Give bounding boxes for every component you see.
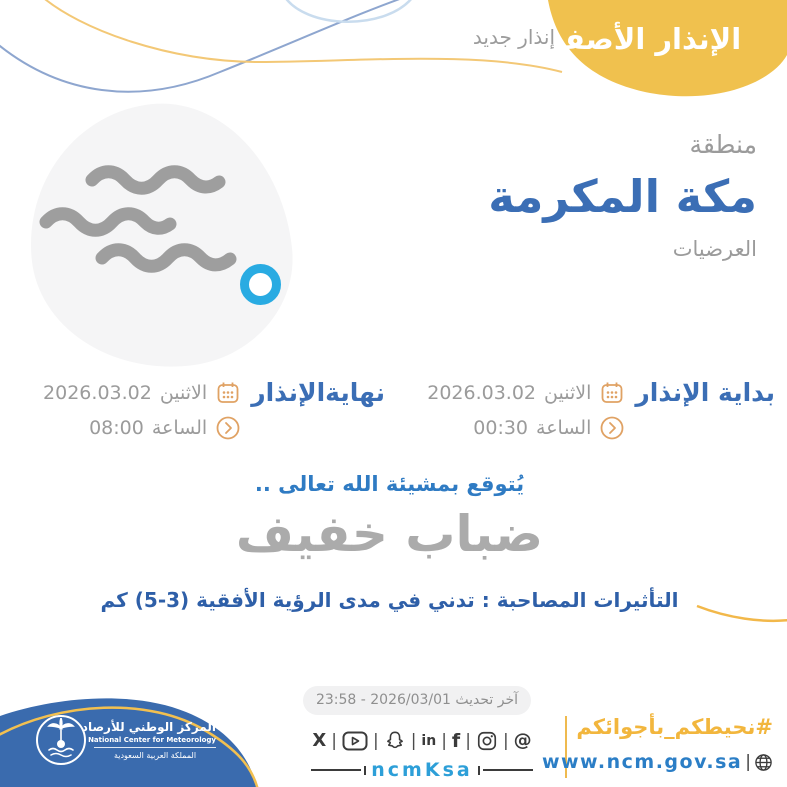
- alert-end-date: 2026.03.02: [43, 381, 152, 404]
- icon-separator: [411, 731, 417, 751]
- alert-start-label: بداية الإنذار: [635, 378, 775, 407]
- phenomenon-text: ضباب خفيف: [235, 505, 544, 563]
- ncm-title-english: National Center for Meteorology: [94, 736, 216, 748]
- alert-end-day: الاثنين: [159, 381, 208, 404]
- icon-separator: [331, 731, 337, 751]
- globe-icon: [754, 753, 773, 772]
- alert-start-date: 2026.03.02: [427, 381, 537, 404]
- icon-separator: [465, 731, 471, 751]
- alert-start-hour-label: الساعة: [536, 417, 592, 439]
- forecast-intro: يُتوقع بمشيئة الله تعالى ..: [254, 472, 525, 496]
- snapchat-icon[interactable]: [384, 730, 406, 752]
- region-label: منطقة: [689, 130, 757, 159]
- alert-start-day: الاثنين: [544, 381, 592, 404]
- handle-tick-right: [478, 766, 480, 775]
- alert-level-title: الإنذار الأصفر: [546, 22, 742, 56]
- ncm-logo: [28, 714, 216, 766]
- ncm-country-label: المملكة العربية السعودية: [113, 751, 197, 760]
- hashtag-text: #نحيطكم_بأجوائكم: [576, 715, 773, 739]
- ncm-title-arabic: المركز الوطني للأرصاد: [81, 720, 216, 734]
- alert-end-label: نهايةالإنذار: [251, 378, 385, 407]
- instagram-icon[interactable]: [476, 730, 498, 752]
- social-block: [290, 728, 554, 781]
- social-handle[interactable]: ncmKsa: [371, 759, 473, 781]
- alert-start-time: 00:30: [473, 417, 529, 439]
- icon-separator: [503, 731, 509, 751]
- x-icon[interactable]: X: [312, 730, 327, 751]
- youtube-icon[interactable]: [342, 731, 368, 751]
- linkedin-icon[interactable]: in: [421, 733, 437, 749]
- handle-line-left: [311, 769, 361, 771]
- icon-separator: [441, 731, 447, 751]
- handle-line-right: [483, 769, 533, 771]
- region-name: مكة المكرمة: [488, 170, 757, 223]
- alert-end-hour-label: الساعة: [151, 417, 208, 439]
- ncm-logo-text: [81, 720, 216, 760]
- threads-icon[interactable]: @: [513, 730, 532, 751]
- social-icons-row: [290, 728, 554, 754]
- ncm-emblem-icon: [35, 714, 87, 766]
- new-alert-label: إنذار جديد: [472, 25, 555, 49]
- icon-separator: [373, 731, 379, 751]
- last-update-badge: آخر تحديث 2026/03/01 - 23:58: [303, 686, 531, 715]
- alert-end-time: 08:00: [89, 417, 144, 439]
- website-link[interactable]: www.ncm.gov.sa: [541, 751, 743, 773]
- facebook-icon[interactable]: f: [451, 729, 461, 752]
- social-handle-row: [290, 759, 554, 781]
- website-row: [542, 751, 773, 773]
- handle-tick-left: [364, 766, 366, 775]
- subregion-name: العرضيات: [672, 237, 757, 262]
- website-separator: [745, 752, 751, 772]
- effects-text: التأثيرات المصاحبة : تدني في مدى الرؤية الأفقية (3-5) كم: [100, 588, 679, 612]
